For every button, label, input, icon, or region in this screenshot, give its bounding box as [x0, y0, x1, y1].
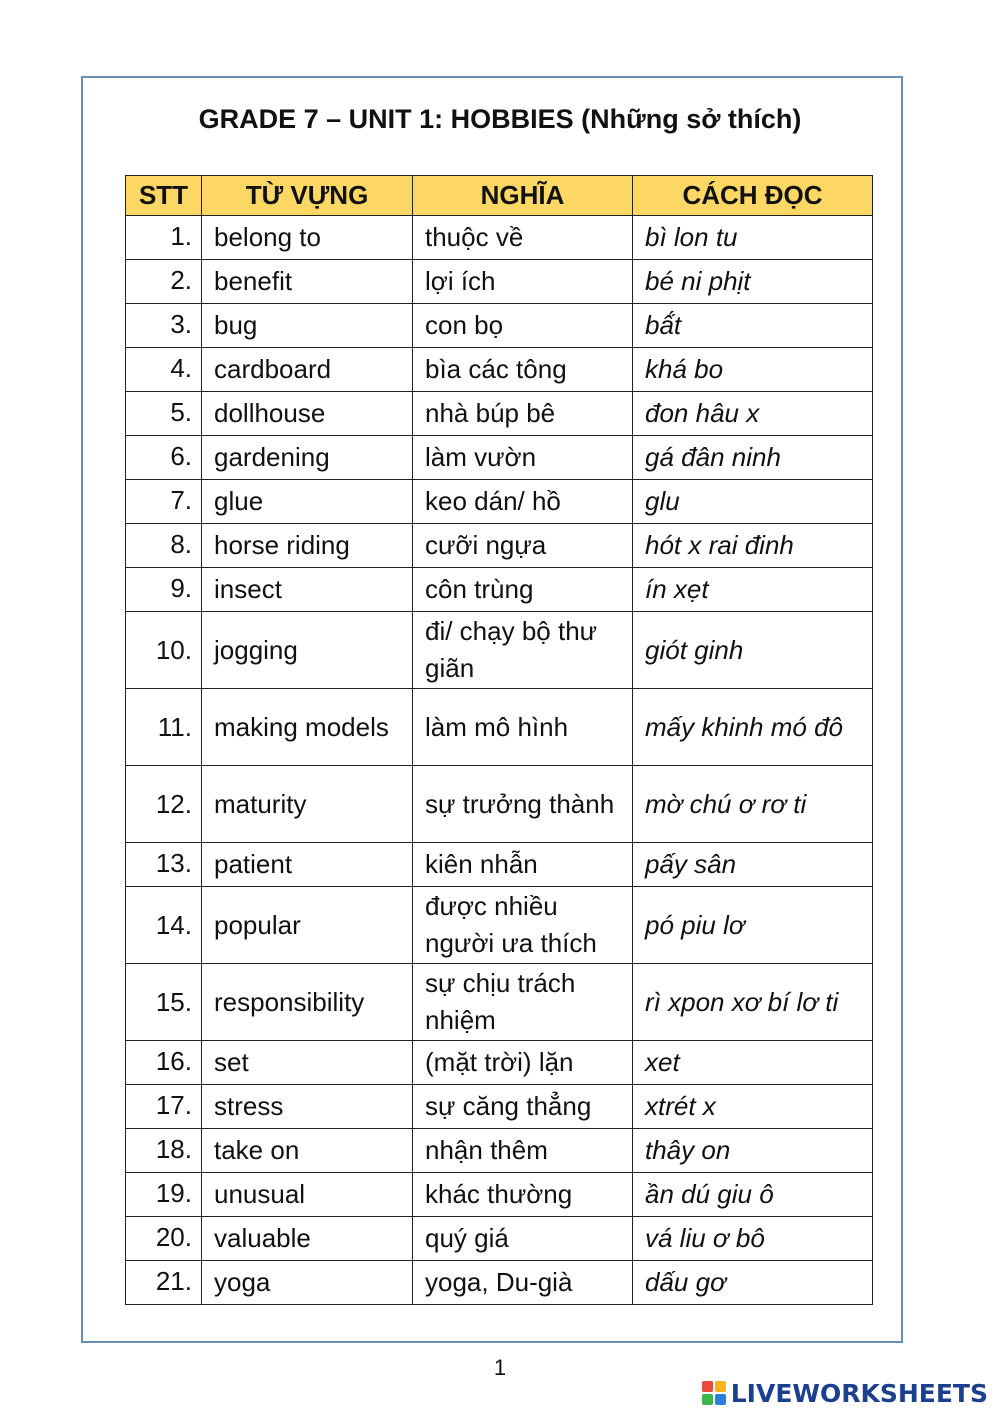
- row-word: responsibility: [202, 964, 413, 1041]
- table-row: [126, 392, 873, 436]
- header-pronunciation: CÁCH ĐỌC: [633, 176, 873, 216]
- row-number: 19.: [126, 1173, 202, 1217]
- row-meaning: sự căng thẳng: [413, 1085, 633, 1129]
- logo-square-yellow: [715, 1381, 726, 1392]
- table-row: [126, 766, 873, 843]
- row-meaning: sự chịu trách nhiệm: [413, 964, 633, 1041]
- table-body: [126, 216, 873, 1305]
- row-pronunciation: mấy khinh mó đô: [633, 689, 873, 766]
- row-pronunciation: ần dú giu ô: [633, 1173, 873, 1217]
- row-meaning: keo dán/ hồ: [413, 480, 633, 524]
- row-meaning: làm vườn: [413, 436, 633, 480]
- row-word: maturity: [202, 766, 413, 843]
- table-row: [126, 216, 873, 260]
- row-word: making models: [202, 689, 413, 766]
- row-pronunciation: hót x rai đinh: [633, 524, 873, 568]
- row-word: benefit: [202, 260, 413, 304]
- table-row: [126, 843, 873, 887]
- row-meaning: kiên nhẫn: [413, 843, 633, 887]
- row-number: 1.: [126, 216, 202, 260]
- row-word: set: [202, 1041, 413, 1085]
- row-number: 20.: [126, 1217, 202, 1261]
- row-number: 16.: [126, 1041, 202, 1085]
- page-number: 1: [493, 1355, 507, 1380]
- row-pronunciation: gá đân ninh: [633, 436, 873, 480]
- row-meaning: (mặt trời) lặn: [413, 1041, 633, 1085]
- row-number: 13.: [126, 843, 202, 887]
- row-word: gardening: [202, 436, 413, 480]
- vocabulary-table: [125, 175, 873, 1305]
- row-word: unusual: [202, 1173, 413, 1217]
- row-number: 2.: [126, 260, 202, 304]
- row-pronunciation: pấy sân: [633, 843, 873, 887]
- table-row: [126, 304, 873, 348]
- row-meaning: làm mô hình: [413, 689, 633, 766]
- row-word: bug: [202, 304, 413, 348]
- row-word: dollhouse: [202, 392, 413, 436]
- row-meaning: lợi ích: [413, 260, 633, 304]
- row-meaning: quý giá: [413, 1217, 633, 1261]
- row-pronunciation: xet: [633, 1041, 873, 1085]
- liveworksheets-logo-icon: [702, 1381, 726, 1405]
- row-word: jogging: [202, 612, 413, 689]
- row-pronunciation: ín xẹt: [633, 568, 873, 612]
- row-meaning: bìa các tông: [413, 348, 633, 392]
- row-pronunciation: giót ginh: [633, 612, 873, 689]
- row-pronunciation: bé ni phịt: [633, 260, 873, 304]
- table-row: [126, 348, 873, 392]
- logo-square-green: [702, 1394, 713, 1405]
- row-pronunciation: mờ chú ơ rơ ti: [633, 766, 873, 843]
- row-pronunciation: khá bo: [633, 348, 873, 392]
- table-row: [126, 1217, 873, 1261]
- logo-square-red: [702, 1381, 713, 1392]
- row-word: popular: [202, 887, 413, 964]
- table-row: [126, 612, 873, 689]
- table-row: [126, 887, 873, 964]
- table-row: [126, 964, 873, 1041]
- table-row: [126, 480, 873, 524]
- header-stt: STT: [126, 176, 202, 216]
- row-word: stress: [202, 1085, 413, 1129]
- row-meaning: được nhiều người ưa thích: [413, 887, 633, 964]
- row-number: 6.: [126, 436, 202, 480]
- row-meaning: côn trùng: [413, 568, 633, 612]
- table-row: [126, 1173, 873, 1217]
- row-meaning: con bọ: [413, 304, 633, 348]
- table-row: [126, 1129, 873, 1173]
- row-pronunciation: vá liu ơ bô: [633, 1217, 873, 1261]
- row-word: glue: [202, 480, 413, 524]
- liveworksheets-logo: [702, 1378, 988, 1408]
- row-meaning: yoga, Du-già: [413, 1261, 633, 1305]
- row-word: cardboard: [202, 348, 413, 392]
- table-row: [126, 689, 873, 766]
- row-number: 11.: [126, 689, 202, 766]
- row-number: 12.: [126, 766, 202, 843]
- row-meaning: đi/ chạy bộ thư giãn: [413, 612, 633, 689]
- row-number: 8.: [126, 524, 202, 568]
- row-pronunciation: thây on: [633, 1129, 873, 1173]
- table-row: [126, 524, 873, 568]
- row-meaning: nhận thêm: [413, 1129, 633, 1173]
- table-row: [126, 436, 873, 480]
- row-number: 17.: [126, 1085, 202, 1129]
- row-meaning: khác thường: [413, 1173, 633, 1217]
- row-word: yoga: [202, 1261, 413, 1305]
- row-number: 7.: [126, 480, 202, 524]
- row-number: 3.: [126, 304, 202, 348]
- row-pronunciation: glu: [633, 480, 873, 524]
- header-meaning: NGHĨA: [413, 176, 633, 216]
- table-row: [126, 1041, 873, 1085]
- table-header-row: [126, 176, 873, 216]
- header-word: TỪ VỰNG: [202, 176, 413, 216]
- table-row: [126, 260, 873, 304]
- row-number: 9.: [126, 568, 202, 612]
- row-number: 14.: [126, 887, 202, 964]
- row-word: take on: [202, 1129, 413, 1173]
- row-pronunciation: pó piu lơ: [633, 887, 873, 964]
- row-pronunciation: bì lon tu: [633, 216, 873, 260]
- row-word: insect: [202, 568, 413, 612]
- row-word: patient: [202, 843, 413, 887]
- page-title: GRADE 7 – UNIT 1: HOBBIES (Những sở thích): [198, 104, 802, 134]
- row-number: 15.: [126, 964, 202, 1041]
- row-pronunciation: bấ́t: [633, 304, 873, 348]
- row-number: 4.: [126, 348, 202, 392]
- row-pronunciation: đon hâu x: [633, 392, 873, 436]
- row-meaning: nhà búp bê: [413, 392, 633, 436]
- table-row: [126, 1261, 873, 1305]
- row-word: valuable: [202, 1217, 413, 1261]
- row-pronunciation: xtrét x: [633, 1085, 873, 1129]
- table-row: [126, 1085, 873, 1129]
- row-number: 10.: [126, 612, 202, 689]
- row-word: belong to: [202, 216, 413, 260]
- row-meaning: cưỡi ngựa: [413, 524, 633, 568]
- table-row: [126, 568, 873, 612]
- row-number: 5.: [126, 392, 202, 436]
- row-pronunciation: dấu gơ: [633, 1261, 873, 1305]
- row-meaning: sự trưởng thành: [413, 766, 633, 843]
- row-number: 18.: [126, 1129, 202, 1173]
- row-number: 21.: [126, 1261, 202, 1305]
- row-pronunciation: rì xpon xơ bí lơ ti: [633, 964, 873, 1041]
- logo-square-blue: [715, 1394, 726, 1405]
- logo-text: LIVEWORKSHEETS: [730, 1378, 988, 1408]
- row-word: horse riding: [202, 524, 413, 568]
- row-meaning: thuộc về: [413, 216, 633, 260]
